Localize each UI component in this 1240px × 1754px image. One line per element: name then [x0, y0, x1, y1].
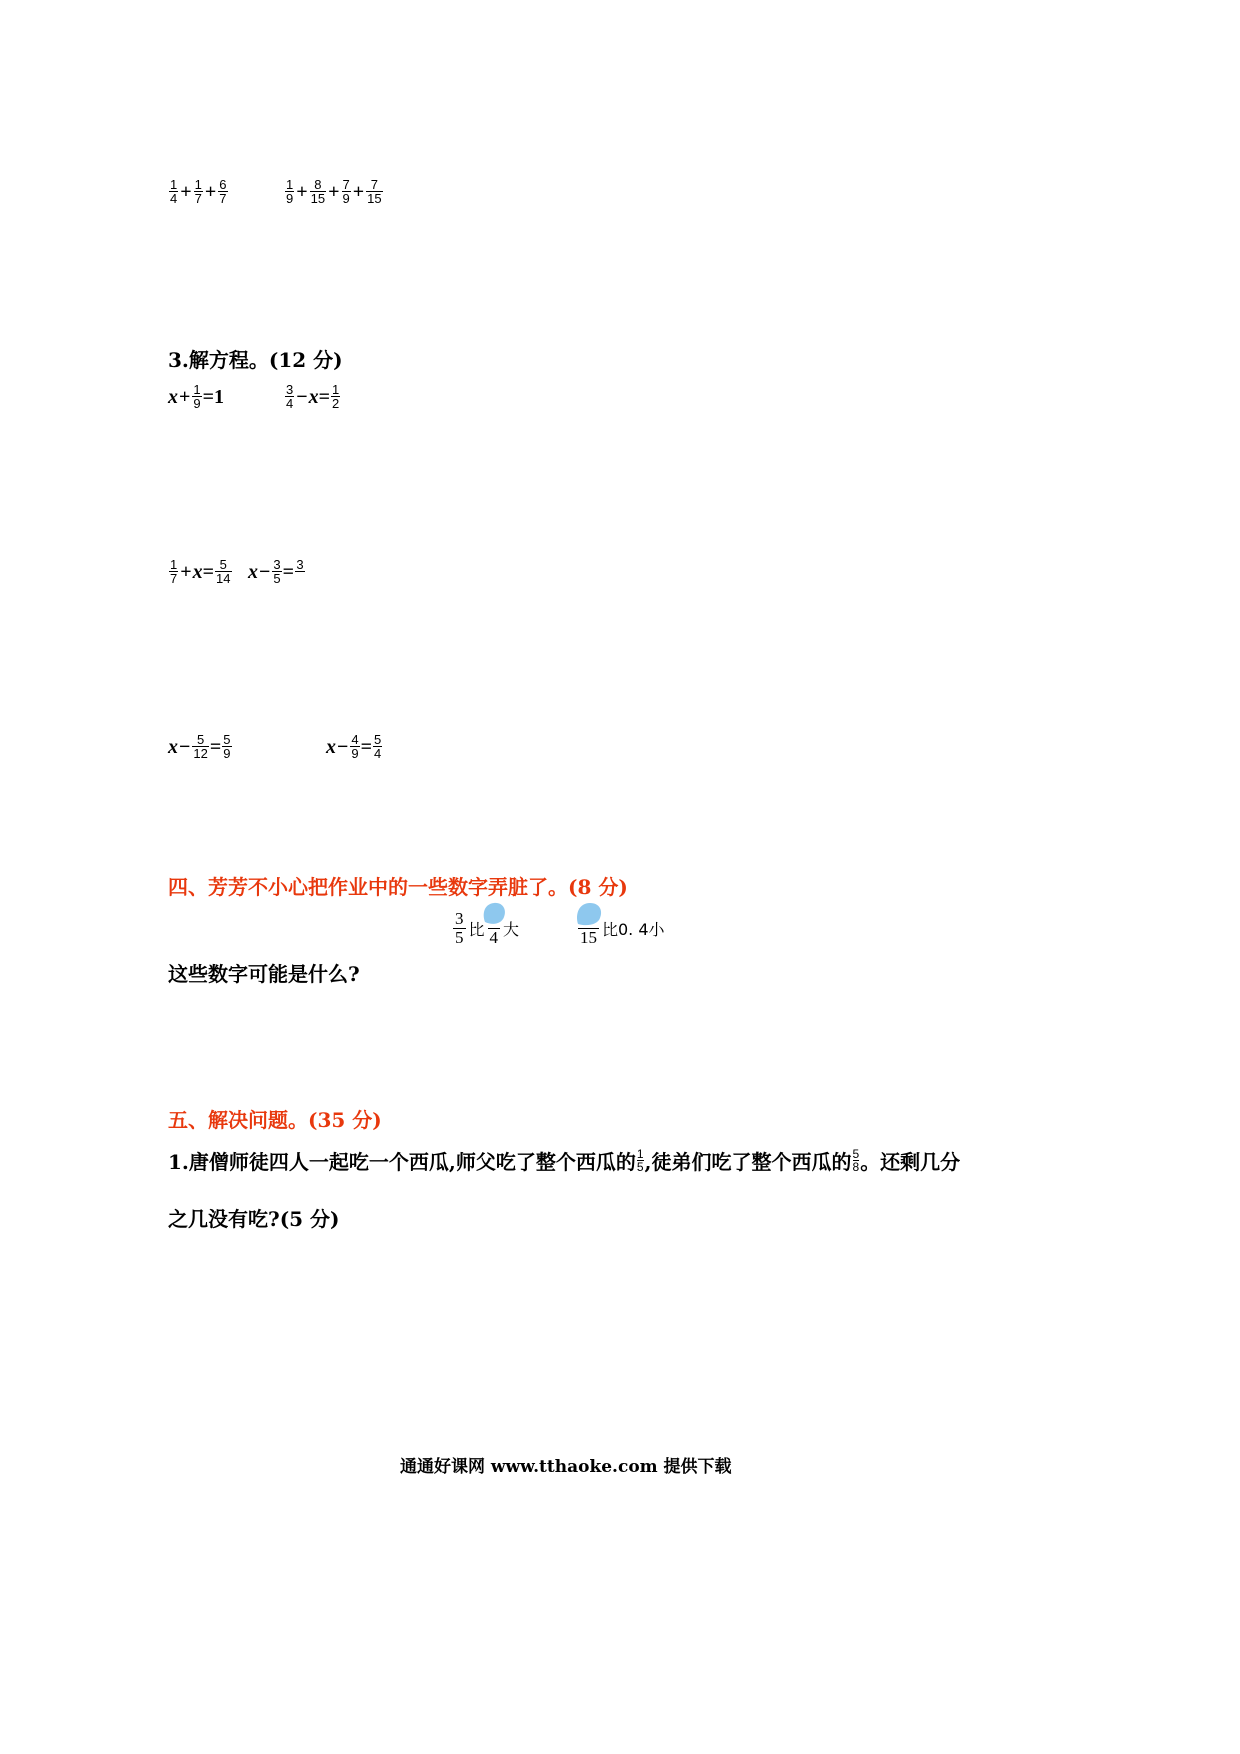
- problem-1-line-1: 1.唐僧师徒四人一起吃一个西瓜,师父吃了整个西瓜的 $\frac{1}{5}$ ,徒弟们吃了整个西瓜的 $\frac{5}{8}$ 。还剩几分: [168, 1147, 961, 1174]
- equation-4: x − $\frac{3}{5}$ = 3: [248, 557, 304, 586]
- section-3-title: 3.解方程。(12 分): [168, 348, 343, 372]
- ink-smudge-icon: [480, 900, 508, 928]
- section-4-question: 这些数字可能是什么?: [168, 962, 360, 986]
- smudged-fraction: 15: [578, 910, 599, 947]
- equation-3: $\frac{1}{7}$ + x = $\frac{5}{14}$: [170, 557, 231, 586]
- footer-credit: 通通好课网 www.tthaoke.com 提供下载: [400, 1457, 732, 1477]
- fraction: $\frac{7}{15}$: [367, 177, 382, 206]
- section-4-title: 四、芳芳不小心把作业中的一些数字弄脏了。(8 分): [168, 875, 628, 899]
- fraction: $\frac{6}{7}$: [219, 177, 227, 206]
- equation-1: x + $\frac{1}{9}$ =1: [168, 382, 225, 411]
- fraction: $\frac{1}{9}$: [286, 177, 294, 206]
- problem-1-line-2: 之几没有吃?(5 分): [168, 1207, 340, 1231]
- fraction: $\frac{1}{5}$: [636, 1147, 644, 1174]
- smudged-fraction: 4: [488, 910, 501, 947]
- fraction: $\frac{1}{7}$: [194, 177, 202, 206]
- expression-2: $\frac{1}{9}$ + $\frac{8}{15}$ + $\frac{7}{9}$ + $\frac{7}{15}$: [286, 177, 382, 206]
- equation-5: x − $\frac{5}{12}$ = $\frac{5}{9}$: [168, 732, 231, 761]
- fraction: $\frac{5}{8}$: [852, 1147, 860, 1174]
- equation-2: $\frac{3}{4}$ − x = $\frac{1}{2}$: [286, 382, 340, 411]
- ink-smudge-icon: [574, 900, 604, 928]
- smudged-comparison-1: 3 5 比 4 大: [450, 910, 519, 947]
- fraction: $\frac{8}{15}$: [310, 177, 326, 206]
- fraction: $\frac{1}{4}$: [170, 177, 178, 206]
- equation-6: x − $\frac{4}{9}$ = $\frac{5}{4}$: [326, 732, 382, 761]
- fraction: $\frac{7}{9}$: [342, 177, 350, 206]
- section-5-title: 五、解决问题。(35 分): [168, 1108, 382, 1132]
- fraction: 3 5: [455, 909, 464, 947]
- smudged-comparison-2: 15 比0. 4小: [575, 910, 665, 947]
- expression-1: $\frac{1}{4}$ + $\frac{1}{7}$ + $\frac{6}{7}$: [170, 177, 227, 206]
